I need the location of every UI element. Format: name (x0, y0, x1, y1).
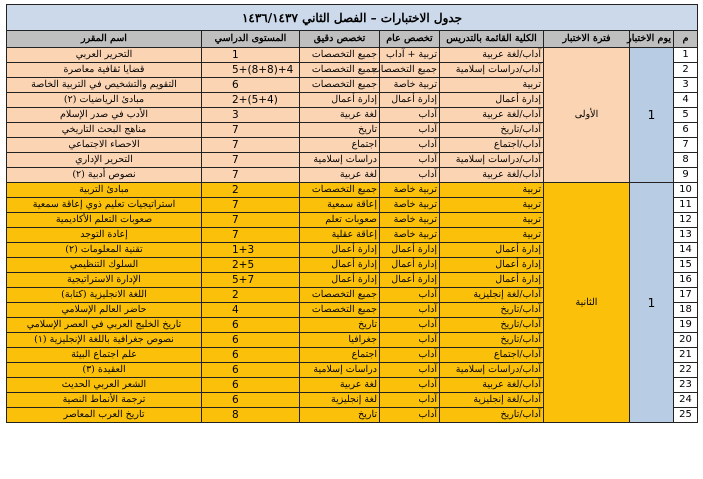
exam-schedule-table (6, 4, 698, 423)
cell-college: آداب/تاريخ (440, 333, 544, 348)
cell-row-number: 2 (674, 63, 698, 78)
cell-period: الثانية (544, 183, 630, 423)
cell-general: تربية خاصة (380, 183, 440, 198)
cell-general: إدارة أعمال (380, 243, 440, 258)
cell-specific: لغة عربية (300, 378, 380, 393)
cell-row-number: 16 (674, 273, 698, 288)
cell-college: آداب/دراسات إسلامية (440, 363, 544, 378)
cell-general: إدارة أعمال (380, 258, 440, 273)
cell-row-number: 9 (674, 168, 698, 183)
cell-college: آداب/دراسات إسلامية (440, 153, 544, 168)
cell-general: آداب (380, 123, 440, 138)
cell-course: قضايا ثقافية معاصرة (7, 63, 202, 78)
cell-level: 6 (202, 348, 300, 363)
cell-level: 1 (202, 48, 300, 63)
cell-level: 3 (202, 108, 300, 123)
cell-college: آداب/لغة عربية (440, 168, 544, 183)
cell-specific: جميع التخصصات (300, 63, 380, 78)
cell-general: آداب (380, 378, 440, 393)
cell-course: نصوص أدبية (٢) (7, 168, 202, 183)
cell-college: آداب/لغة إنجليزية (440, 393, 544, 408)
cell-course: مناهج البحث التاريخي (7, 123, 202, 138)
cell-course: ترجمة الأنماط النصية (7, 393, 202, 408)
cell-course: إعادة التوجد (7, 228, 202, 243)
cell-general: تربية خاصة (380, 78, 440, 93)
cell-level: 8 (202, 408, 300, 423)
cell-college: آداب/لغة عربية (440, 48, 544, 63)
cell-college: إدارة أعمال (440, 258, 544, 273)
cell-row-number: 11 (674, 198, 698, 213)
cell-course: استراتيجيات تعليم ذوي إعاقة سمعية (7, 198, 202, 213)
cell-specific: دراسات إسلامية (300, 153, 380, 168)
cell-specific: إدارة أعمال (300, 243, 380, 258)
cell-level: 5+(8+8)+4 (202, 63, 300, 78)
cell-course: نصوص جغرافية باللغة الإنجليزية (١) (7, 333, 202, 348)
header-general: تخصص عام (380, 31, 440, 48)
cell-course: اللغة الانجليزية (كتابة) (7, 288, 202, 303)
cell-specific: جميع التخصصات (300, 288, 380, 303)
cell-college: إدارة أعمال (440, 273, 544, 288)
cell-general: آداب (380, 288, 440, 303)
cell-specific: جغرافيا (300, 333, 380, 348)
cell-course: حاضر العالم الإسلامي (7, 303, 202, 318)
cell-course: الإدارة الاستراتيجية (7, 273, 202, 288)
cell-course: علم اجتماع البيئة (7, 348, 202, 363)
cell-college: آداب/تاريخ (440, 318, 544, 333)
cell-college: آداب/اجتماع (440, 138, 544, 153)
cell-row-number: 7 (674, 138, 698, 153)
cell-level: 6 (202, 393, 300, 408)
cell-row-number: 14 (674, 243, 698, 258)
cell-general: آداب (380, 138, 440, 153)
cell-college: آداب/لغة عربية (440, 108, 544, 123)
cell-general: آداب (380, 318, 440, 333)
cell-level: 7 (202, 168, 300, 183)
cell-general: آداب (380, 303, 440, 318)
cell-level: 7 (202, 153, 300, 168)
cell-college: آداب/تاريخ (440, 123, 544, 138)
cell-general: آداب (380, 393, 440, 408)
cell-specific: اجتماع (300, 138, 380, 153)
cell-general: آداب (380, 408, 440, 423)
cell-level: 6 (202, 333, 300, 348)
cell-course: الأدب في صدر الإسلام (7, 108, 202, 123)
cell-course: التحرير الإداري (7, 153, 202, 168)
cell-general: تربية + آداب (380, 48, 440, 63)
cell-specific: جميع التخصصات (300, 48, 380, 63)
cell-row-number: 25 (674, 408, 698, 423)
cell-general: إدارة أعمال (380, 273, 440, 288)
cell-specific: إعاقة سمعية (300, 198, 380, 213)
cell-course: الشعر العربي الحديث (7, 378, 202, 393)
header-course: اسم المقرر (7, 31, 202, 48)
cell-level: 7 (202, 228, 300, 243)
cell-specific: لغة عربية (300, 168, 380, 183)
cell-row-number: 24 (674, 393, 698, 408)
cell-general: آداب (380, 168, 440, 183)
cell-level: 2+(5+4) (202, 93, 300, 108)
cell-level: 1+3 (202, 243, 300, 258)
cell-specific: إعاقة عقلية (300, 228, 380, 243)
cell-level: 7 (202, 138, 300, 153)
table-row (7, 183, 698, 198)
cell-day: 1 (630, 48, 674, 183)
cell-row-number: 22 (674, 363, 698, 378)
cell-specific: دراسات إسلامية (300, 363, 380, 378)
cell-level: 6 (202, 78, 300, 93)
cell-college: تربية (440, 228, 544, 243)
cell-general: آداب (380, 363, 440, 378)
cell-level: 6 (202, 363, 300, 378)
cell-general: آداب (380, 153, 440, 168)
header-period: فترة الاختبار (544, 31, 630, 48)
schedule-rows (7, 48, 698, 423)
cell-row-number: 10 (674, 183, 698, 198)
cell-specific: تاريخ (300, 123, 380, 138)
cell-general: آداب (380, 333, 440, 348)
cell-general: تربية خاصة (380, 213, 440, 228)
cell-level: 2+5 (202, 258, 300, 273)
cell-college: تربية (440, 78, 544, 93)
table-title: جدول الاختبارات – الفصل الثاني ١٤٣٦/١٤٣٧ (7, 5, 698, 31)
cell-level: 7 (202, 198, 300, 213)
cell-specific: اجتماع (300, 348, 380, 363)
cell-specific: صعوبات تعلم (300, 213, 380, 228)
cell-row-number: 5 (674, 108, 698, 123)
cell-level: 7 (202, 123, 300, 138)
cell-row-number: 13 (674, 228, 698, 243)
cell-course: السلوك التنظيمي (7, 258, 202, 273)
cell-specific: إدارة أعمال (300, 258, 380, 273)
exam-schedule-sheet (6, 4, 697, 423)
cell-level: 2 (202, 288, 300, 303)
cell-specific: إدارة أعمال (300, 93, 380, 108)
cell-period: الأولى (544, 48, 630, 183)
cell-level: 5+7 (202, 273, 300, 288)
cell-course: تاريخ العرب المعاصر (7, 408, 202, 423)
cell-row-number: 23 (674, 378, 698, 393)
cell-course: تاريخ الخليج العربي في العصر الإسلامي (7, 318, 202, 333)
header-specific: تخصص دقيق (300, 31, 380, 48)
cell-college: تربية (440, 198, 544, 213)
cell-row-number: 19 (674, 318, 698, 333)
cell-course: مبادئ التربية (7, 183, 202, 198)
cell-college: إدارة أعمال (440, 93, 544, 108)
cell-college: تربية (440, 183, 544, 198)
cell-college: آداب/لغة إنجليزية (440, 288, 544, 303)
cell-specific: جميع التخصصات (300, 183, 380, 198)
cell-course: الاحصاء الاجتماعي (7, 138, 202, 153)
cell-row-number: 15 (674, 258, 698, 273)
header-day: يوم الاختبار (630, 31, 674, 48)
cell-level: 4 (202, 303, 300, 318)
cell-course: مبادئ الرياضيات (٢) (7, 93, 202, 108)
cell-row-number: 20 (674, 333, 698, 348)
cell-general: آداب (380, 108, 440, 123)
cell-row-number: 3 (674, 78, 698, 93)
cell-level: 6 (202, 318, 300, 333)
cell-general: إدارة أعمال (380, 93, 440, 108)
cell-course: تقنية المعلومات (٢) (7, 243, 202, 258)
cell-specific: لغة عربية (300, 108, 380, 123)
cell-row-number: 8 (674, 153, 698, 168)
cell-college: آداب/لغة عربية (440, 378, 544, 393)
cell-college: آداب/تاريخ (440, 303, 544, 318)
cell-day: 1 (630, 183, 674, 423)
cell-specific: لغة إنجليزية (300, 393, 380, 408)
cell-specific: تاريخ (300, 318, 380, 333)
cell-college: آداب/دراسات إسلامية (440, 63, 544, 78)
cell-row-number: 18 (674, 303, 698, 318)
cell-general: تربية خاصة (380, 198, 440, 213)
cell-general: تربية خاصة (380, 228, 440, 243)
cell-level: 2 (202, 183, 300, 198)
cell-college: آداب/اجتماع (440, 348, 544, 363)
cell-college: آداب/تاريخ (440, 408, 544, 423)
cell-college: تربية (440, 213, 544, 228)
cell-course: التقويم والتشخيص في التربية الخاصة (7, 78, 202, 93)
cell-specific: إدارة أعمال (300, 273, 380, 288)
cell-level: 7 (202, 213, 300, 228)
cell-general: جميع التخصصات (380, 63, 440, 78)
cell-row-number: 1 (674, 48, 698, 63)
cell-college: إدارة أعمال (440, 243, 544, 258)
header-college: الكلية القائمة بالتدريس (440, 31, 544, 48)
cell-course: صعوبات التعلم الأكاديمية (7, 213, 202, 228)
cell-specific: جميع التخصصات (300, 78, 380, 93)
header-level: المستوى الدراسي (202, 31, 300, 48)
cell-general: آداب (380, 348, 440, 363)
cell-course: العقيدة (٣) (7, 363, 202, 378)
cell-specific: جميع التخصصات (300, 303, 380, 318)
cell-row-number: 21 (674, 348, 698, 363)
cell-row-number: 6 (674, 123, 698, 138)
cell-course: التحرير العربي (7, 48, 202, 63)
header-num: م (674, 31, 698, 48)
cell-level: 6 (202, 378, 300, 393)
table-row (7, 48, 698, 63)
cell-specific: تاريخ (300, 408, 380, 423)
cell-row-number: 4 (674, 93, 698, 108)
cell-row-number: 12 (674, 213, 698, 228)
cell-row-number: 17 (674, 288, 698, 303)
